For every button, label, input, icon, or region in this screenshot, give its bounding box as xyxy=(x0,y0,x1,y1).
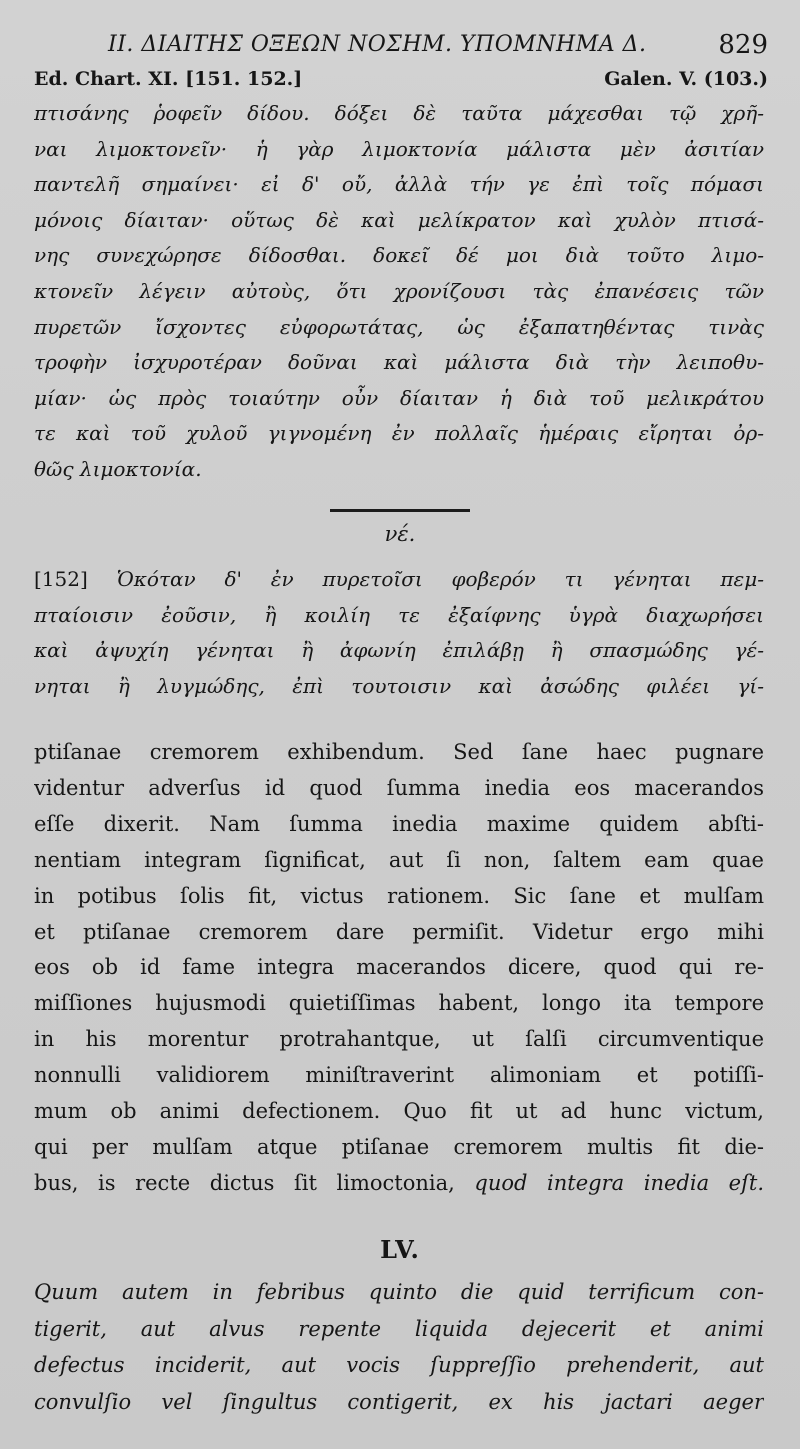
text-line: θῶς λιμοκτονία. xyxy=(34,456,202,481)
text-line: κτονεῖν λέγειν αὐτοὺς, ὅτι χρονίζουσι τὰς ἐπανέσεις τῶν xyxy=(34,278,764,303)
text-line: καὶ ἀψυχίη γένηται ἢ ἀφωνίη ἐπιλάβῃ ἢ σπασμώδης γέ- xyxy=(34,638,764,663)
greek-commentary-paragraph xyxy=(34,96,764,488)
page-marker: [152] xyxy=(34,567,88,591)
text-line: videntur adverſus id quod ſumma inedia eos macerandos xyxy=(34,775,764,800)
edition-reference-line xyxy=(34,68,768,94)
text-line: nentiam integram ſignificat, aut ſi non, ſaltem eam quae xyxy=(34,847,764,872)
text-line: eſſe dixerit. Nam ſumma inedia maxime quidem abſti- xyxy=(34,811,764,836)
text-line: νης συνεχώρησε δίδοσθαι. δοκεῖ δέ μοι διὰ τοῦτο λιμο- xyxy=(34,243,764,268)
text-line: tigerit, aut alvus repente liquida dejecerit et animi xyxy=(34,1316,764,1341)
page-number: 829 xyxy=(718,30,768,60)
section-divider xyxy=(330,509,470,512)
text-line: ptiſanae cremorem exhibendum. Sed ſane haec pugnare xyxy=(34,740,764,764)
text-line: convulſio vel ſingultus contigerit, ex his jactari aeger xyxy=(34,1389,764,1414)
text-line: πταίοισιν ἐοῦσιν, ἢ κοιλίη τε ἐξαίφνης ὑγρὰ διαχωρήσει xyxy=(34,602,764,627)
text-line: Quum autem in febribus quinto die quid terrificum con- xyxy=(34,1280,764,1304)
text-line: in potibus ſolis fit, victus rationem. Sic ſane et mulſam xyxy=(34,883,764,908)
text-line: in his morentur protrahantque, ut ſalſi circumventique xyxy=(34,1027,764,1052)
text-line: miſſiones hujusmodi quietiſſimas habent, longo ita tempore xyxy=(34,991,764,1016)
greek-aphorism-paragraph xyxy=(34,562,764,704)
text-line: παντελῆ σημαίνει· εἰ δ' οὔ, ἀλλὰ τήν γε ἐπὶ τοῖς πόμασι xyxy=(34,172,764,197)
text-line: μίαν· ὡς πρὸς τοιαύτην οὖν δίαιταν ἡ διὰ τοῦ μελικράτου xyxy=(34,385,764,410)
text-line: τε καὶ τοῦ χυλοῦ γιγνομένη ἐν πολλαῖς ἡμέραις εἴρηται ὀρ- xyxy=(34,421,764,446)
italic-phrase: quod integra inedia eſt. xyxy=(474,1170,764,1195)
running-title: II. ΔΙΑΙΤΗΣ ΟΞΕΩΝ ΝΟΣΗΜ. ΥΠΟΜΝΗΜΑ Δ. xyxy=(108,32,647,57)
text-line: πτισάνης ῥοφεῖν δίδου. δόξει δὲ ταῦτα μάχεσθαι τῷ χρῆ- xyxy=(34,101,764,125)
text-line-content: bus, is recte dictus ſit limoctonia, xyxy=(34,1170,455,1195)
text-line: πυρετῶν ἴσχοντες εὐφορωτάτας, ὡς ἐξαπατηθέντας τινὰς xyxy=(34,314,764,339)
text-line-content: Ὁκόταν δ' ἐν πυρετοῖσι φοβερόν τι γένηται πεμ- xyxy=(116,567,764,591)
text-line: eos ob id fame integra macerandos dicere, quod qui re- xyxy=(34,955,764,980)
text-line: mum ob animi defectionem. Quo fit ut ad hunc victum, xyxy=(34,1099,764,1124)
text-line: ναι λιμοκτονεῖν· ἡ γὰρ λιμοκτονία μάλιστα μὲν ἀσιτίαν xyxy=(34,136,764,161)
greek-section-number: νέ. xyxy=(384,522,416,546)
text-line: defectus inciderit, aut vocis ſuppreſſio prehenderit, aut xyxy=(34,1353,764,1377)
text-line: νηται ἢ λυγμώδης, ἐπὶ τουτοισιν καὶ ἀσώδης φιλέει γί- xyxy=(34,673,764,698)
text-line: qui per mulſam atque ptiſanae cremorem multis fit die- xyxy=(34,1134,764,1159)
text-line xyxy=(34,1166,764,1202)
edition-reference-chartier: Ed. Chart. XI. [151. 152.] xyxy=(34,68,303,90)
page-header xyxy=(88,30,770,62)
text-line xyxy=(34,562,764,598)
latin-aphorism-paragraph xyxy=(34,1274,764,1420)
latin-commentary-paragraph xyxy=(34,735,764,1202)
edition-reference-galen: Galen. V. (103.) xyxy=(604,68,768,90)
text-line: τροφὴν ἰσχυροτέραν δοῦναι καὶ μάλιστα διὰ τὴν λειποθυ- xyxy=(34,350,764,375)
text-line: et ptiſanae cremorem dare permiſit. Videtur ergo mihi xyxy=(34,919,764,944)
text-line: nonnulli validiorem miniſtraverint alimoniam et potiſſi- xyxy=(34,1063,764,1088)
text-line: μόνοις δίαιταν· οὕτως δὲ καὶ μελίκρατον καὶ χυλὸν πτισά- xyxy=(34,207,764,232)
latin-section-number: LV. xyxy=(380,1235,420,1264)
